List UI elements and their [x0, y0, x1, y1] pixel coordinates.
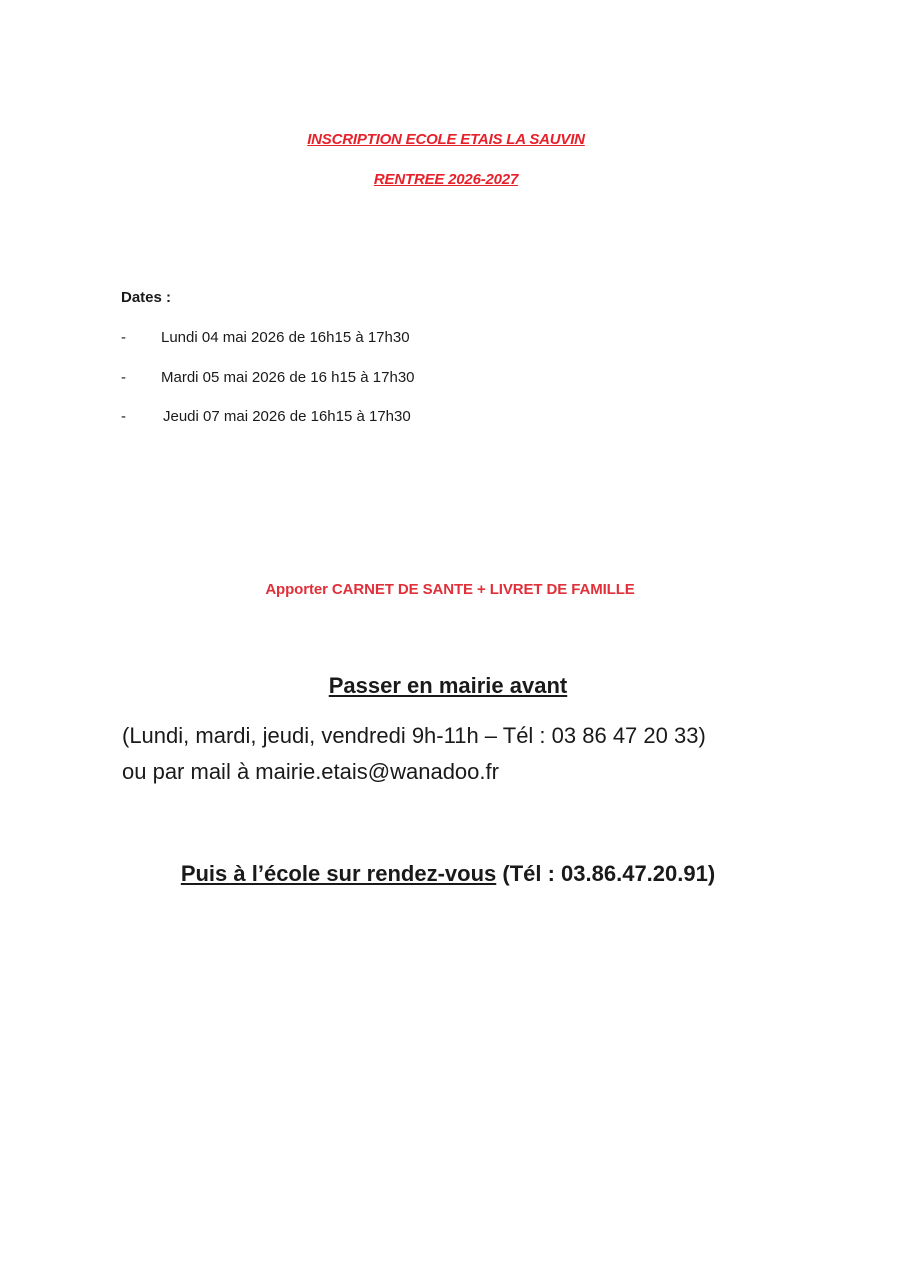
dates-label: Dates : [121, 289, 172, 306]
document-title: INSCRIPTION ECOLE ETAIS LA SAUVIN [307, 131, 585, 148]
date-list-item [121, 369, 415, 386]
document-subtitle: RENTREE 2026-2027 [373, 171, 519, 188]
ecole-appointment-text: Puis à l’école sur rendez-vous [180, 861, 497, 886]
ecole-appointment-line [0, 861, 896, 887]
mairie-heading: Passer en mairie avant [328, 673, 568, 698]
list-bullet: - [121, 408, 126, 425]
required-documents-notice: Apporter CARNET DE SANTE + LIVRET DE FAMILLE [265, 581, 635, 598]
date-text: Jeudi 07 mai 2026 de 16h15 à 17h30 [163, 408, 411, 425]
ecole-phone: (Tél : 03.86.47.20.91) [496, 861, 716, 886]
date-text: Lundi 04 mai 2026 de 16h15 à 17h30 [161, 329, 410, 346]
mairie-hours-phone: (Lundi, mardi, jeudi, vendredi 9h-11h – Tél : 03 86 47 20 33) [122, 723, 706, 748]
list-bullet: - [121, 329, 126, 346]
list-bullet: - [121, 369, 126, 386]
date-list-item [121, 329, 410, 346]
date-text: Mardi 05 mai 2026 de 16 h15 à 17h30 [161, 369, 415, 386]
mairie-email-line: ou par mail à mairie.etais@wanadoo.fr [122, 759, 499, 784]
date-list-item [121, 408, 411, 425]
